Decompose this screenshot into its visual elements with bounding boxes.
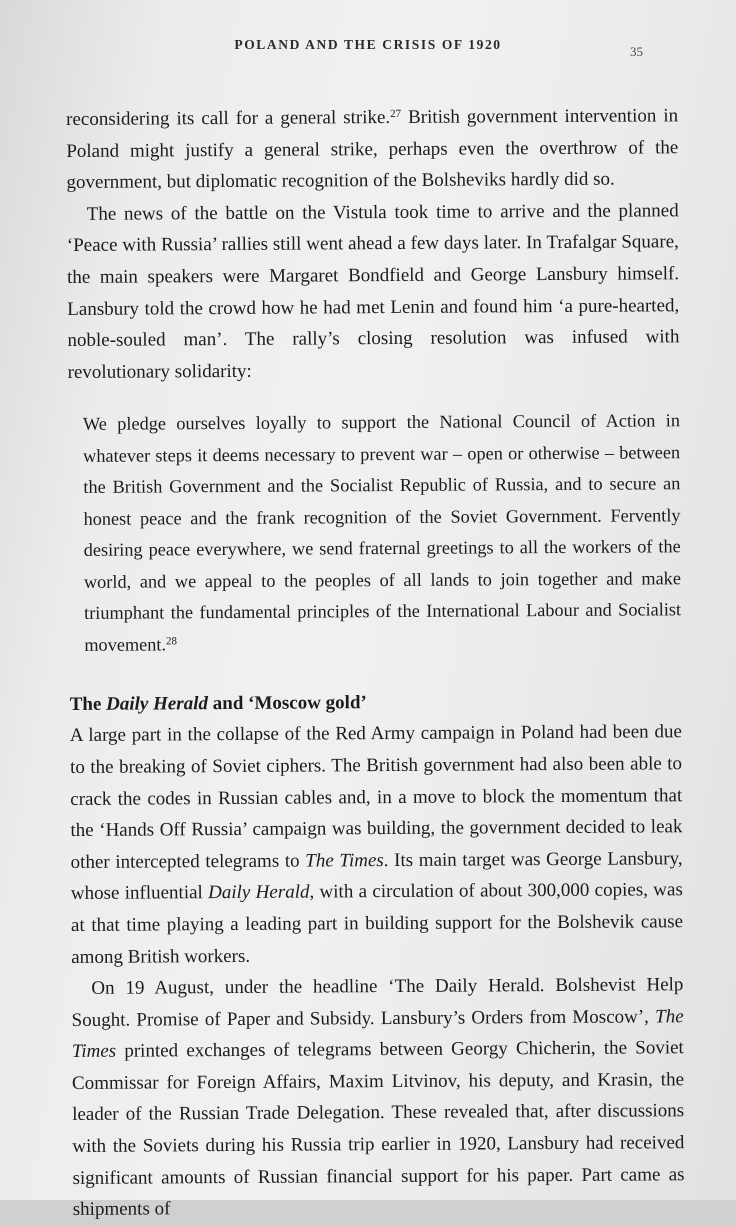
section-heading: [70, 686, 682, 721]
paragraph-ciphers: [70, 717, 684, 973]
italic-title: Daily Herald: [208, 881, 310, 904]
quote-text: We pledge ourselves loyally to support the National Council of Action in whatever steps it deems necessary to prevent war – open or otherwise – between the British Government and the Socialist Republic of Russia, and to secure an honest peace and the frank recognition of the Soviet Government. Fervently desiring peace everywhere, we send fraternal greetings to all the workers of the world, and we appeal to the peoples of all lands to join together and make triumphant the fundamental principles of the International Labour and Socialist movement.: [82, 410, 682, 655]
page-number: 35: [630, 44, 643, 59]
block-quote: [68, 406, 682, 662]
heading-italic: Daily Herald: [106, 693, 209, 716]
paragraph-telegrams: [71, 969, 685, 1225]
body-text: [66, 100, 685, 1226]
italic-title: The Times: [71, 1005, 684, 1063]
heading-suffix: and ‘Moscow gold’: [207, 692, 367, 715]
paragraph-text: A large part in the collapse of the Red Army campaign in Poland had been due to the breaking of Soviet ciphers. The British government had also been able to crack the codes in Russian cables and, in a move to block the momentum that the ‘Hands Off Russia’ campaign was building, the government decided to leak other intercepted telegrams to: [69, 721, 683, 873]
running-head: POLAND AND THE CRISIS OF 1920: [234, 37, 502, 52]
footnote-marker: 28: [165, 635, 178, 648]
heading-prefix: The: [69, 694, 107, 716]
paragraph-text: On 19 August, under the headline ‘The Daily Herald. Bolshevist Help Sought. Promise of Paper and Subsidy. Lansbury’s Orders from Moscow’,: [71, 974, 684, 1031]
paragraph-text: reconsidering its call for a general strike.: [66, 107, 391, 130]
italic-title: The Times: [305, 849, 384, 872]
paragraph-text: , with a circulation of about 300,000 copies, was at that time playing a leading part in building support for the Bolshevik cause among British workers.: [70, 879, 684, 968]
footnote-marker: 27: [390, 107, 402, 121]
paragraph-text: British government intervention in Poland might justify a general strike, perhaps even the overthrow of the government, but diplomatic recognition of the Bolsheviks hardly did so.: [66, 105, 679, 194]
paragraph-text: . Its main target was George Lansbury, whose influential: [70, 847, 683, 905]
paragraph-continuation: [66, 100, 679, 199]
paragraph-text: printed exchanges of telegrams between Georgy Chicherin, the Soviet Commissar for Foreign Affairs, Maxim Litvinov, his deputy, and Krasin, the leader of the Russian Trade Delegation. These revealed that, after discussions with the Soviets during his Russia trip earlier in 1920, Lansbury had received significant amounts of Russian financial support for his paper. Part came as shipments of: [71, 1037, 685, 1221]
paragraph-rallies: The news of the battle on the Vistula took time to arrive and the planned ‘Peace with Russia’ rallies still went ahead a few days later. In Trafalgar Square, the main speakers were Margaret Bondfield and George Lansbury himself. Lansbury told the crowd how he had met Lenin and found him ‘a pure-hearted, noble-souled man’. The rally’s closing resolution was infused with revolutionary solidarity:: [66, 200, 680, 383]
